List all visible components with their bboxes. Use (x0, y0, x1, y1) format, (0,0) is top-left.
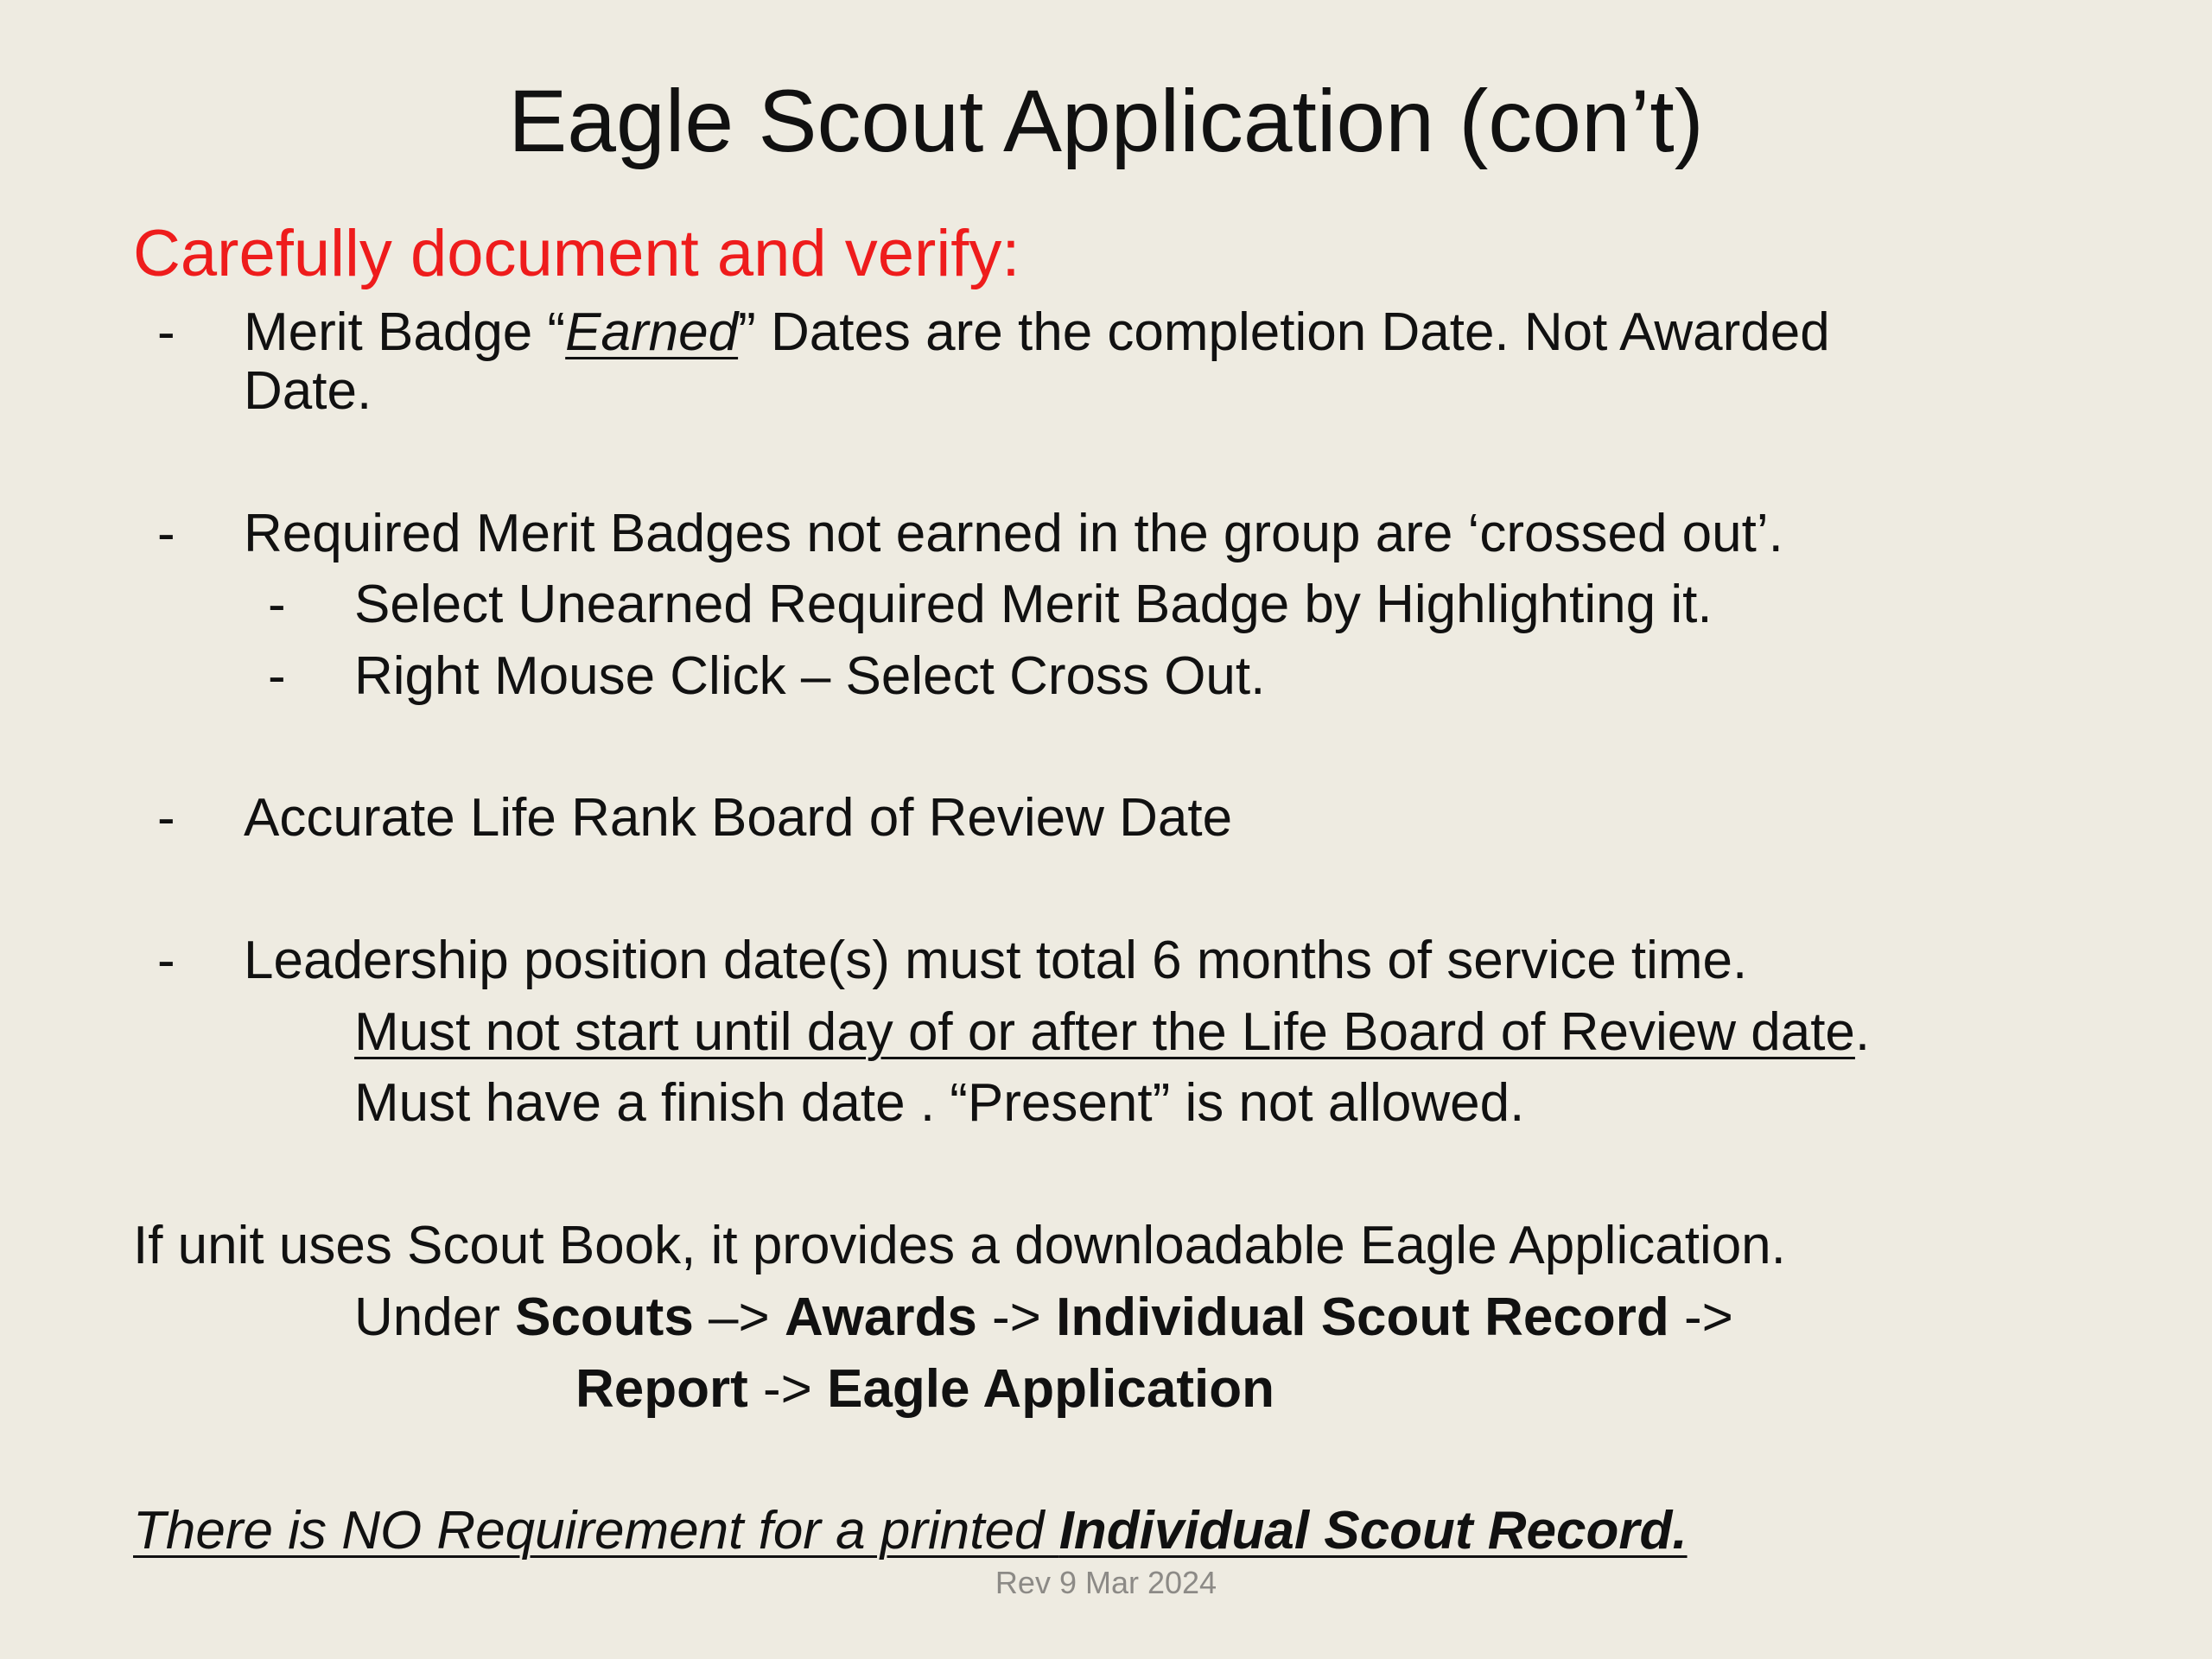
bullet-life-rank-bor: Accurate Life Rank Board of Review Date (244, 788, 1233, 848)
leadership-start-underlined: Must not start until day of or after the Life Board of Review date (354, 1002, 1855, 1062)
path-report: Report (575, 1359, 748, 1419)
leadership-start-rule (354, 1002, 1870, 1063)
bullet-dash: - (157, 302, 175, 362)
bullet-crossed-out: Required Merit Badges not earned in the group are ‘crossed out’. (244, 504, 1783, 563)
subheading: Carefully document and verify: (133, 217, 1020, 290)
revision-footer: Rev 9 Mar 2024 (995, 1565, 1217, 1600)
note-italic: There is NO Requirement for a printed (133, 1501, 1059, 1560)
sub-bullet-dash: - (268, 646, 286, 706)
no-requirement-note (133, 1501, 1688, 1561)
path-arrow: -> (976, 1287, 1057, 1347)
sub-bullet-highlight: Select Unearned Required Merit Badge by Highlighting it. (354, 575, 1713, 634)
slide-title: Eagle Scout Application (con’t) (508, 72, 1704, 170)
scoutbook-path-line2 (575, 1359, 1274, 1420)
path-arrow: -> (1669, 1287, 1733, 1347)
path-individual-scout-record: Individual Scout Record (1056, 1287, 1669, 1347)
bullet-dash: - (157, 931, 175, 990)
path-eagle-application: Eagle Application (827, 1359, 1274, 1419)
scoutbook-path-line1 (354, 1287, 1733, 1348)
path-awards: Awards (784, 1287, 977, 1347)
leadership-finish-rule: Must have a finish date . “Present” is not allowed. (354, 1073, 1525, 1133)
bullet-leadership: Leadership position date(s) must total 6 months of service time. (244, 931, 1748, 990)
bullet-dash: - (157, 788, 175, 848)
leadership-start-period: . (1854, 1002, 1871, 1062)
path-arrow: –> (693, 1287, 785, 1347)
bullet-merit-badge-dates-cont: Date. (244, 361, 372, 421)
path-under: Under (354, 1287, 516, 1347)
bullet-text-post: ” Dates are the completion Date. Not Awarded (738, 302, 1830, 362)
path-scouts: Scouts (515, 1287, 694, 1347)
scoutbook-intro: If unit uses Scout Book, it provides a downloadable Eagle Application. (133, 1216, 1786, 1275)
bullet-merit-badge-dates (244, 302, 1830, 363)
earned-emphasis: Earned (565, 302, 739, 362)
sub-bullet-dash: - (268, 575, 286, 634)
note-bold: Individual Scout Record. (1058, 1501, 1688, 1560)
path-arrow: -> (747, 1359, 828, 1419)
bullet-text-pre: Merit Badge “ (244, 302, 566, 362)
bullet-dash: - (157, 504, 175, 563)
sub-bullet-right-click: Right Mouse Click – Select Cross Out. (354, 646, 1266, 706)
